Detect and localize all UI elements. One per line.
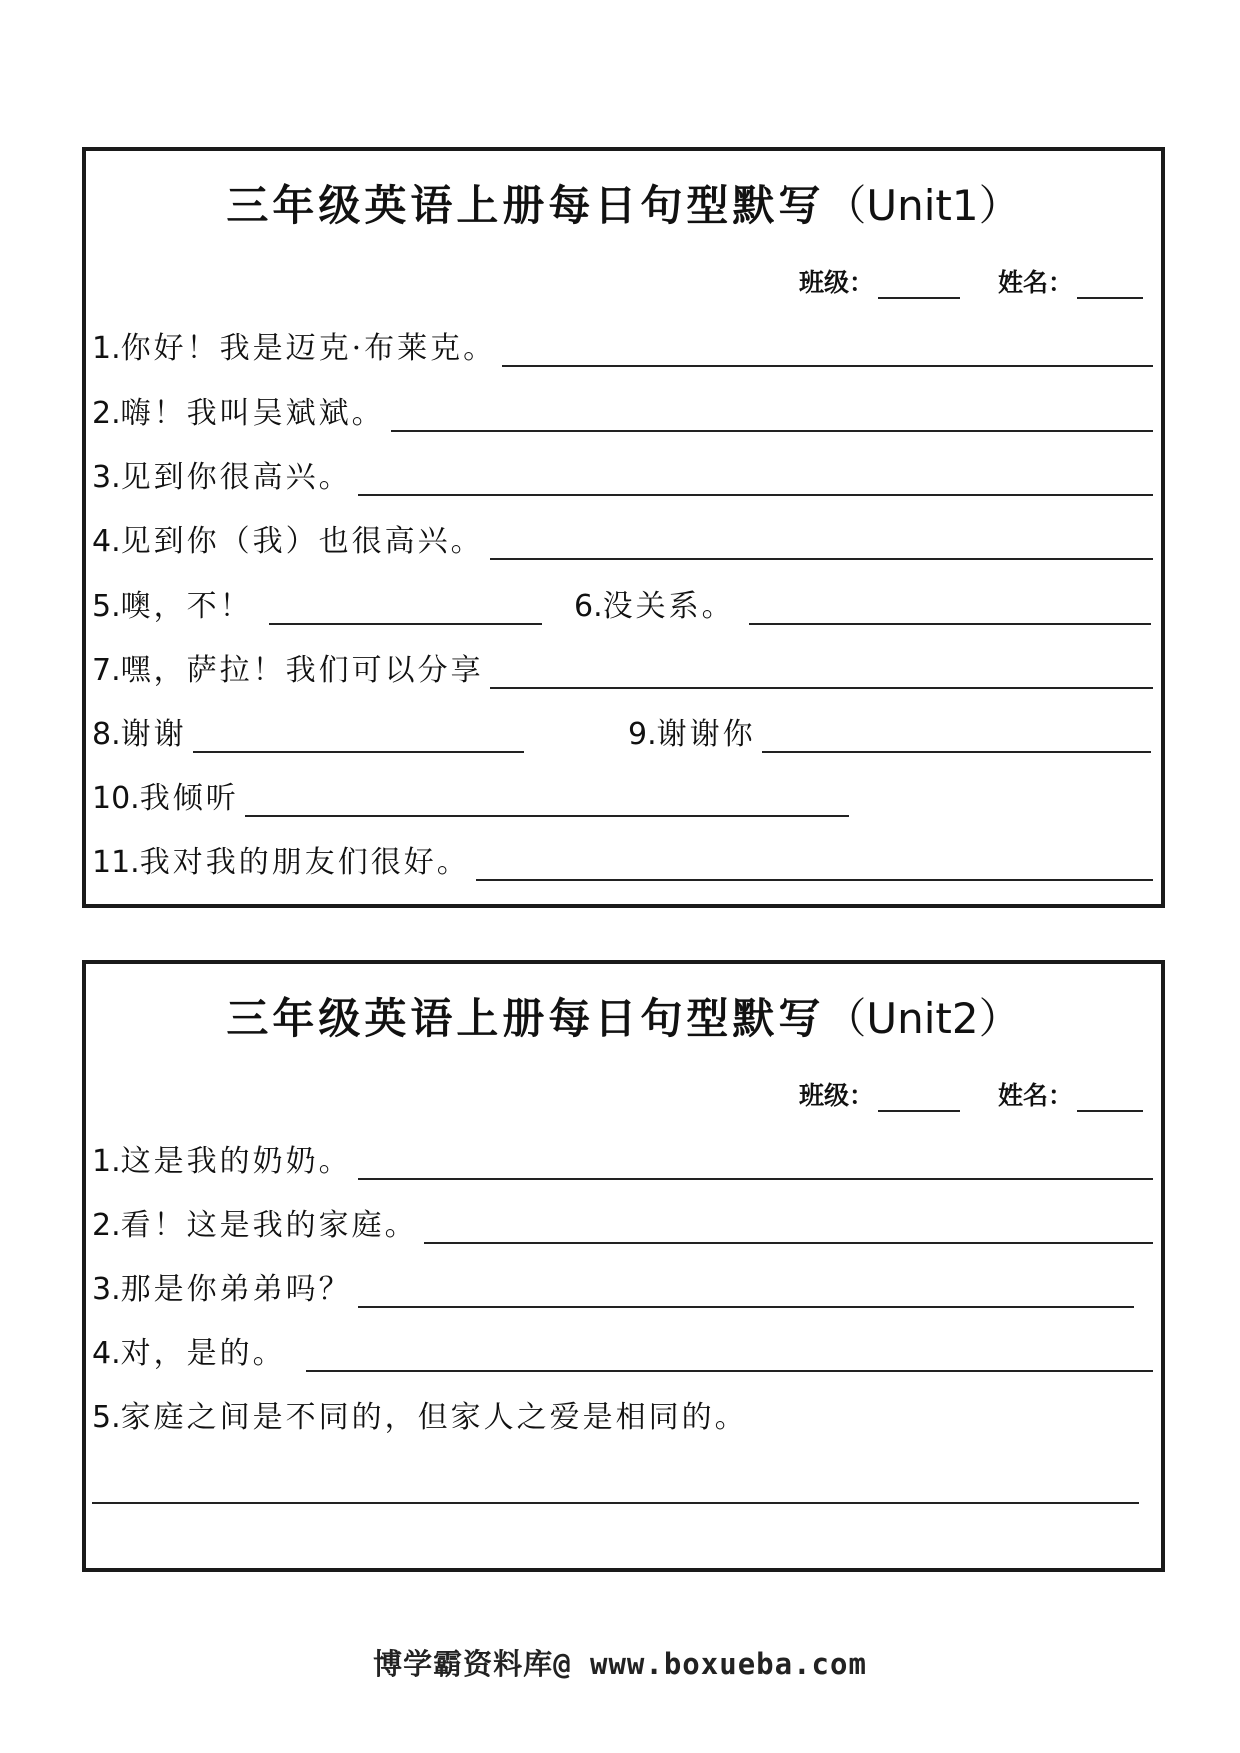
answer-line[interactable]: [269, 623, 542, 625]
unit1-class-blank[interactable]: [878, 273, 960, 299]
answer-line[interactable]: [490, 558, 1153, 560]
item-prompt: 谢谢: [120, 717, 187, 752]
unit1-worksheet: [82, 147, 1165, 908]
item-prompt: 你好！我是迈克·布莱克。: [120, 331, 497, 366]
unit1-item-9: [628, 715, 1151, 755]
item-number: 1.: [92, 1144, 121, 1179]
item-prompt: 看！这是我的家庭。: [120, 1208, 418, 1243]
answer-line[interactable]: [502, 365, 1153, 367]
item-number: 5.: [92, 589, 121, 624]
item-number: 2.: [92, 1208, 121, 1243]
item-prompt: 见到你很高兴。: [120, 460, 352, 495]
item-prompt: 这是我的奶奶。: [120, 1144, 352, 1179]
unit1-unit-label: （Unit1）: [824, 181, 1021, 230]
item-prompt: 对，是的。: [120, 1336, 286, 1371]
unit1-item-4: [92, 522, 1153, 562]
item-number: 5.: [92, 1400, 121, 1435]
item-prompt: 嘿，萨拉！我们可以分享: [120, 653, 484, 688]
unit1-item-1: [92, 329, 1153, 369]
unit2-unit-label: （Unit2）: [824, 994, 1021, 1043]
answer-line[interactable]: [358, 1178, 1153, 1180]
answer-line[interactable]: [424, 1242, 1153, 1244]
answer-line[interactable]: [358, 494, 1153, 496]
answer-line[interactable]: [391, 430, 1153, 432]
item-prompt: 那是你弟弟吗？: [120, 1272, 352, 1307]
unit1-item-5: [92, 587, 542, 627]
item-number: 2.: [92, 396, 121, 431]
unit2-title-text: 三年级英语上册每日句型默写: [226, 994, 825, 1043]
answer-line[interactable]: [762, 751, 1151, 753]
unit1-class-label: 班级：: [798, 268, 874, 297]
item-prompt: 嗨！我叫吴斌斌。: [120, 396, 385, 431]
item-number: 11.: [92, 845, 140, 880]
unit1-item-10: [92, 779, 849, 819]
unit2-item-4: [92, 1334, 1153, 1374]
answer-line[interactable]: [306, 1370, 1153, 1372]
answer-line[interactable]: [245, 815, 849, 817]
unit2-item-5: [92, 1398, 1153, 1438]
unit1-item-7: [92, 651, 1153, 691]
unit2-class-name-fields: [799, 1076, 1143, 1112]
unit2-item-3: [92, 1270, 1134, 1310]
item-prompt: 见到你（我）也很高兴。: [120, 524, 484, 559]
unit1-item-8: [92, 715, 524, 755]
answer-line[interactable]: [476, 879, 1153, 881]
item-prompt: 家庭之间是不同的，但家人之爱是相同的。: [120, 1400, 748, 1435]
item-prompt: 谢谢你: [656, 717, 756, 752]
item-number: 3.: [92, 460, 121, 495]
answer-line[interactable]: [358, 1306, 1134, 1308]
unit2-name-label: 姓名：: [997, 1081, 1073, 1110]
unit1-item-2: [92, 394, 1153, 434]
unit1-item-3: [92, 458, 1153, 498]
unit1-name-label: 姓名：: [997, 268, 1073, 297]
item-number: 1.: [92, 331, 121, 366]
unit2-item-1: [92, 1142, 1153, 1182]
answer-line[interactable]: [490, 687, 1153, 689]
item-number: 10.: [92, 781, 140, 816]
unit1-name-blank[interactable]: [1077, 273, 1143, 299]
answer-line[interactable]: [193, 751, 524, 753]
unit1-item-6: [574, 587, 1151, 627]
unit1-title: [86, 173, 1161, 233]
item-number: 4.: [92, 1336, 121, 1371]
item-number: 8.: [92, 717, 121, 752]
unit1-item-11: [92, 843, 1153, 883]
item-number: 6.: [574, 589, 603, 624]
unit2-class-blank[interactable]: [878, 1086, 960, 1112]
unit2-item-5-answer-line[interactable]: [92, 1502, 1139, 1504]
footer-watermark: 博学霸资料库@ www.boxueba.com: [373, 1647, 867, 1681]
item-prompt: 我倾听: [139, 781, 239, 816]
unit2-worksheet: [82, 960, 1165, 1572]
unit2-title: [86, 986, 1161, 1046]
item-prompt: 我对我的朋友们很好。: [139, 845, 470, 880]
unit1-class-name-fields: [799, 263, 1143, 299]
unit1-title-text: 三年级英语上册每日句型默写: [226, 181, 825, 230]
item-prompt: 没关系。: [602, 589, 735, 624]
answer-line[interactable]: [749, 623, 1151, 625]
unit2-class-label: 班级：: [798, 1081, 874, 1110]
item-prompt: 噢，不！: [120, 589, 253, 624]
item-number: 9.: [628, 717, 657, 752]
unit2-item-2: [92, 1206, 1153, 1246]
unit2-name-blank[interactable]: [1077, 1086, 1143, 1112]
item-number: 7.: [92, 653, 121, 688]
item-number: 3.: [92, 1272, 121, 1307]
item-number: 4.: [92, 524, 121, 559]
